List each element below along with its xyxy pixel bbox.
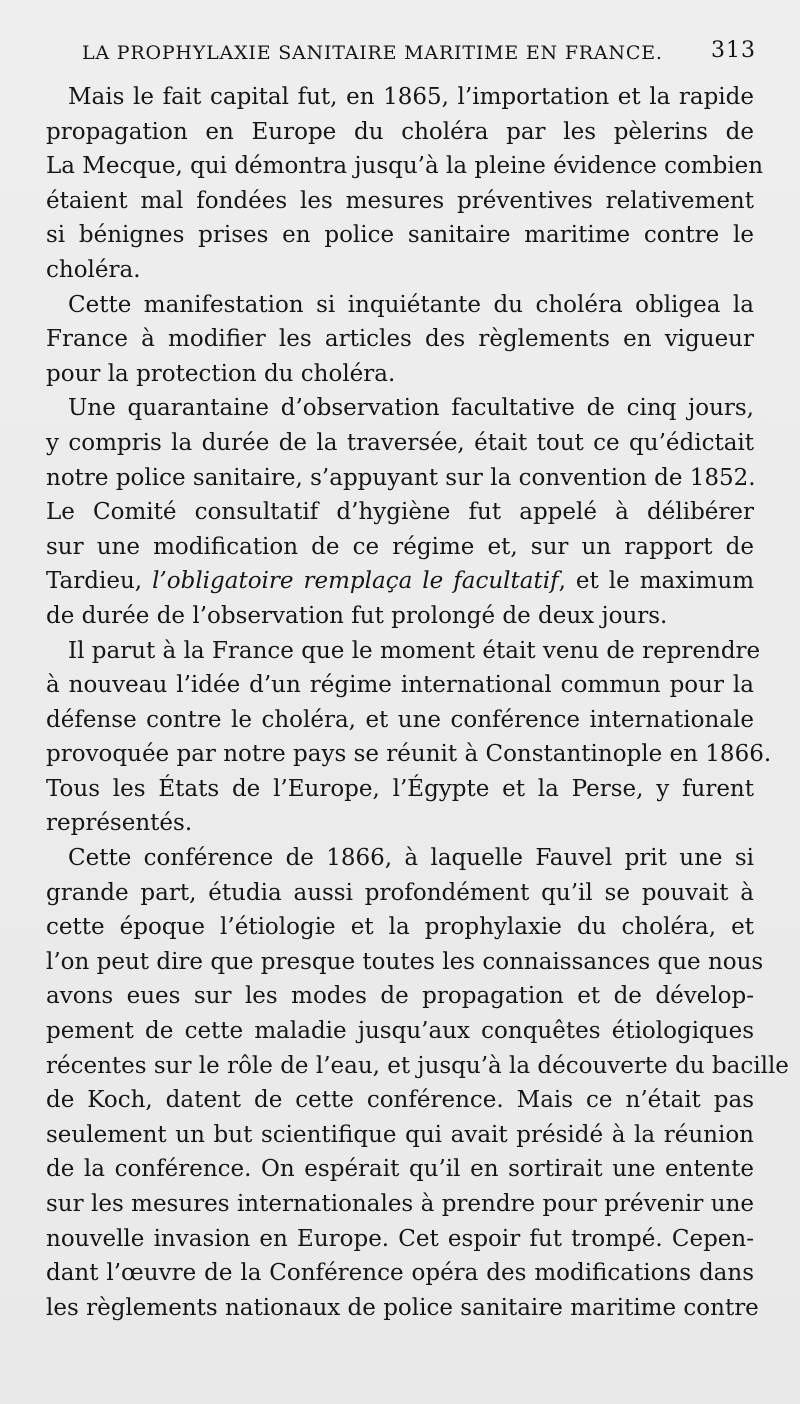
text-line: Le Comité consultatif d’hygiène fut appelé à délibérer <box>46 499 754 526</box>
page-body <box>46 80 789 1325</box>
text-line: les règlements nationaux de police sanitaire maritime contre <box>46 1294 759 1321</box>
text-line: Cette manifestation si inquiétante du choléra obligea la <box>68 291 754 318</box>
text-line: La Mecque, qui démontra jusqu’à la pleine évidence combien <box>46 153 764 180</box>
text-line: seulement un but scientifique qui avait présidé à la réunion <box>46 1121 754 1148</box>
text-line: dant l’œuvre de la Conférence opéra des modifications dans <box>46 1260 754 1287</box>
text-line: Mais le fait capital fut, en 1865, l’importation et la rapide <box>68 84 754 110</box>
running-head: LA PROPHYLAXIE SANITAIRE MARITIME EN FRANCE. <box>82 42 663 64</box>
page-header <box>56 36 756 72</box>
text-line: y compris la durée de la traversée, était tout ce qu’édictait <box>46 429 754 456</box>
italic-phrase: l’obligatoire remplaça le facultatif <box>152 568 559 595</box>
text-line: Tous les États de l’Europe, l’Égypte et la Perse, y furent <box>46 775 754 802</box>
text-line-with-italic <box>46 564 754 599</box>
text-line: si bénignes prises en police sanitaire maritime contre le <box>46 222 754 249</box>
text-line: avons eues sur les modes de propagation et de dévelop- <box>46 983 754 1010</box>
text-line: de Koch, datent de cette conférence. Mais ce n’était pas <box>46 1087 754 1114</box>
text-line: de durée de l’observation fut prolongé de deux jours. <box>46 602 668 629</box>
text-line: notre police sanitaire, s’appuyant sur la convention de 1852. <box>46 464 756 491</box>
text-line: propagation en Europe du choléra par les pèlerins de <box>46 118 754 145</box>
text-line: cette époque l’étiologie et la prophylaxie du choléra, et <box>46 914 754 941</box>
paragraph-1 <box>46 80 764 288</box>
text-line: étaient mal fondées les mesures préventives relativement <box>46 187 754 214</box>
text-line: provoquée par notre pays se réunit à Constantinople en 1866. <box>46 741 772 768</box>
text-line: Il parut à la France que le moment était venu de reprendre <box>68 637 761 664</box>
text-line: défense contre le choléra, et une conférence internationale <box>46 706 754 733</box>
text-line: pement de cette maladie jusqu’aux conquêtes étiologiques <box>46 1018 754 1045</box>
text-line: nouvelle invasion en Europe. Cet espoir fut trompé. Cepen- <box>46 1225 754 1252</box>
text-line: grande part, étudia aussi profondément qu’il se pouvait à <box>46 879 754 906</box>
text-line: à nouveau l’idée d’un régime international commun pour la <box>46 672 754 699</box>
paragraph-4 <box>46 634 772 842</box>
text-line: choléra. <box>46 256 141 283</box>
paragraph-2 <box>46 288 754 392</box>
text-line: l’on peut dire que presque toutes les connaissances que nous <box>46 948 764 975</box>
text-line: pour la protection du choléra. <box>46 360 396 387</box>
paragraph-5 <box>46 841 789 1325</box>
text-line: sur les mesures internationales à prendre pour prévenir une <box>46 1191 754 1217</box>
page-number: 313 <box>711 38 756 63</box>
line-prefix: Tardieu, <box>46 568 153 595</box>
paragraph-3 <box>46 391 754 633</box>
text-line: récentes sur le rôle de l’eau, et jusqu’à la découverte du bacille <box>46 1052 789 1079</box>
text-line: France à modifier les articles des règlements en vigueur <box>46 326 754 353</box>
text-line: de la conférence. On espérait qu’il en sortirait une entente <box>46 1156 754 1183</box>
text-line: sur une modification de ce régime et, sur un rapport de <box>46 533 754 560</box>
text-line: Une quarantaine d’observation facultative de cinq jours, <box>68 395 754 422</box>
text-line: Cette conférence de 1866, à laquelle Fauvel prit une si <box>68 845 754 872</box>
text-line: représentés. <box>46 810 193 837</box>
line-suffix: , et le maximum <box>558 568 754 595</box>
